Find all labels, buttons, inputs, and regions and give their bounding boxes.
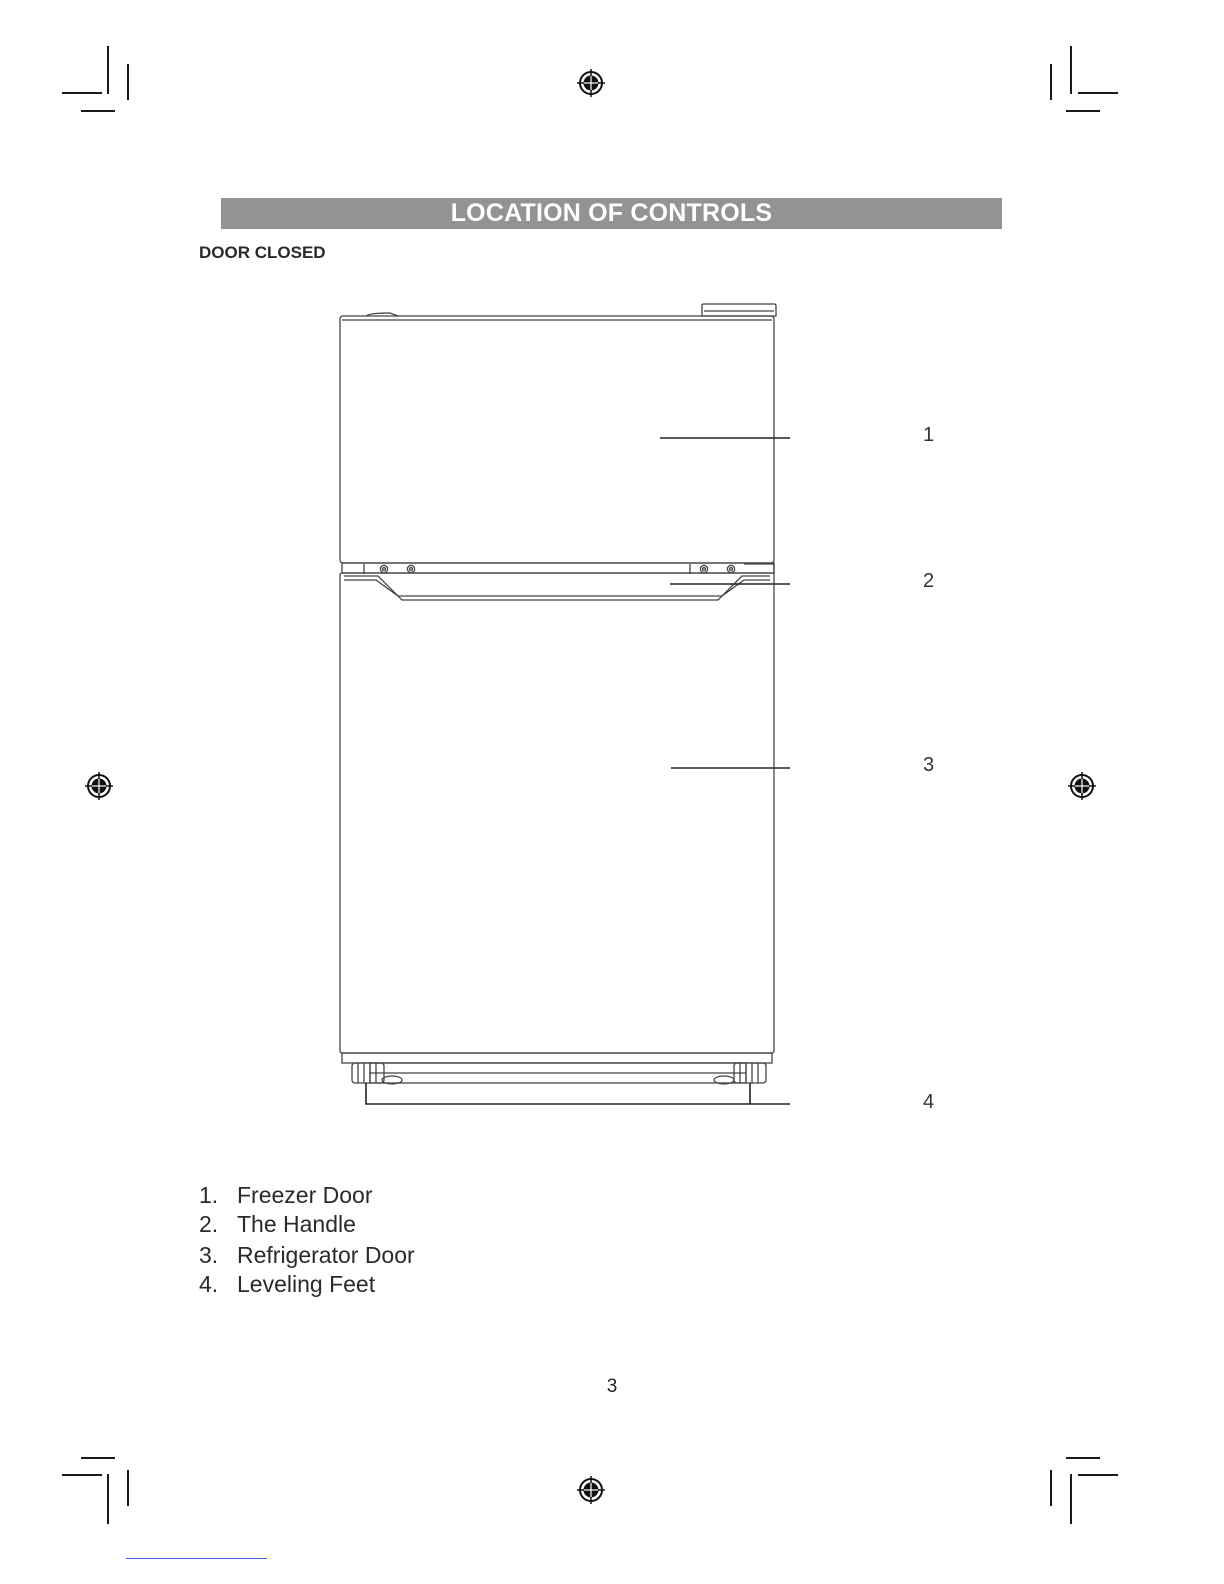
refrigerator-door — [340, 573, 774, 1053]
legend-item — [199, 1270, 415, 1299]
registration-mark-bottom — [576, 1475, 606, 1505]
freezer-door — [340, 316, 774, 563]
parts-legend — [199, 1181, 415, 1299]
bottom-underline — [126, 1558, 267, 1559]
legend-item — [199, 1210, 415, 1239]
page-number: 3 — [606, 1376, 618, 1397]
registration-mark-top — [576, 68, 606, 98]
callout-3: 3 — [923, 754, 935, 776]
leader-line-4 — [366, 1083, 790, 1104]
registration-mark-left — [84, 771, 114, 801]
callout-4: 4 — [923, 1091, 935, 1113]
section-title-banner: LOCATION OF CONTROLS — [221, 198, 1002, 229]
legend-number: 3. — [199, 1242, 219, 1268]
legend-number: 4. — [199, 1271, 219, 1297]
refrigerator-diagram — [330, 296, 790, 1116]
legend-label: Refrigerator Door — [237, 1242, 415, 1268]
legend-label: Leveling Feet — [237, 1271, 376, 1297]
registration-mark-right — [1067, 771, 1097, 801]
legend-item — [199, 1181, 415, 1210]
middle-hinge-strip — [342, 563, 774, 573]
callout-1: 1 — [923, 424, 935, 446]
legend-item — [199, 1241, 415, 1270]
legend-number: 2. — [199, 1211, 219, 1237]
callout-2: 2 — [923, 570, 935, 592]
legend-number: 1. — [199, 1182, 219, 1208]
legend-label: Freezer Door — [237, 1182, 373, 1208]
legend-label: The Handle — [237, 1211, 356, 1237]
base-plinth — [342, 1053, 772, 1063]
door-closed-subheading: DOOR CLOSED — [199, 243, 326, 262]
top-hinge — [702, 304, 776, 316]
